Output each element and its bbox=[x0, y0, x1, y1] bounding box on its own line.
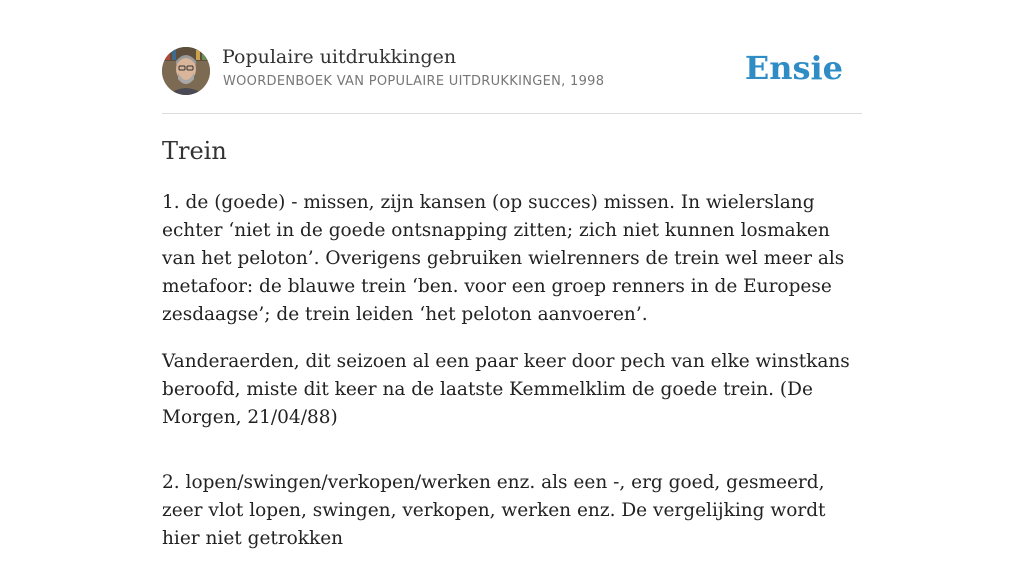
source-header bbox=[162, 0, 862, 114]
entry-title: Trein bbox=[162, 137, 227, 165]
source-subtitle: WOORDENBOEK VAN POPULAIRE UITDRUKKINGEN, 1998 bbox=[223, 74, 605, 89]
portrait-icon bbox=[162, 47, 210, 95]
source-title[interactable]: Populaire uitdrukkingen bbox=[222, 46, 457, 68]
author-avatar[interactable] bbox=[162, 47, 210, 95]
entry-paragraph: 2. lopen/swingen/verkopen/werken enz. als een -, erg goed, gesmeerd, zeer vlot lopen, swingen, verkopen, werken enz. De vergelijking wordt hier niet getrokken bbox=[162, 472, 826, 549]
brand-logo[interactable]: Ensie bbox=[744, 49, 843, 87]
page bbox=[162, 0, 862, 549]
entry-paragraph: Vanderaerden, dit seizoen al een paar keer door pech van elke winstkans beroofd, miste dit keer na de laatste Kemmelklim de goede trein. (De Morgen, 21/04/88) bbox=[162, 351, 850, 428]
entry-paragraph: 1. de (goede) - missen, zijn kansen (op succes) missen. In wielerslang echter ‘niet in de goede ontsnapping zitten; zich niet kunnen losmaken van het peloton’. Overigens gebruiken wielrenners de trein wel meer als metafoor: de blauwe trein ‘ben. voor een groep renners in de Europese zesdaagse’; de trein leiden ‘het peloton aanvoeren’. bbox=[162, 192, 845, 325]
entry-body bbox=[162, 189, 862, 572]
